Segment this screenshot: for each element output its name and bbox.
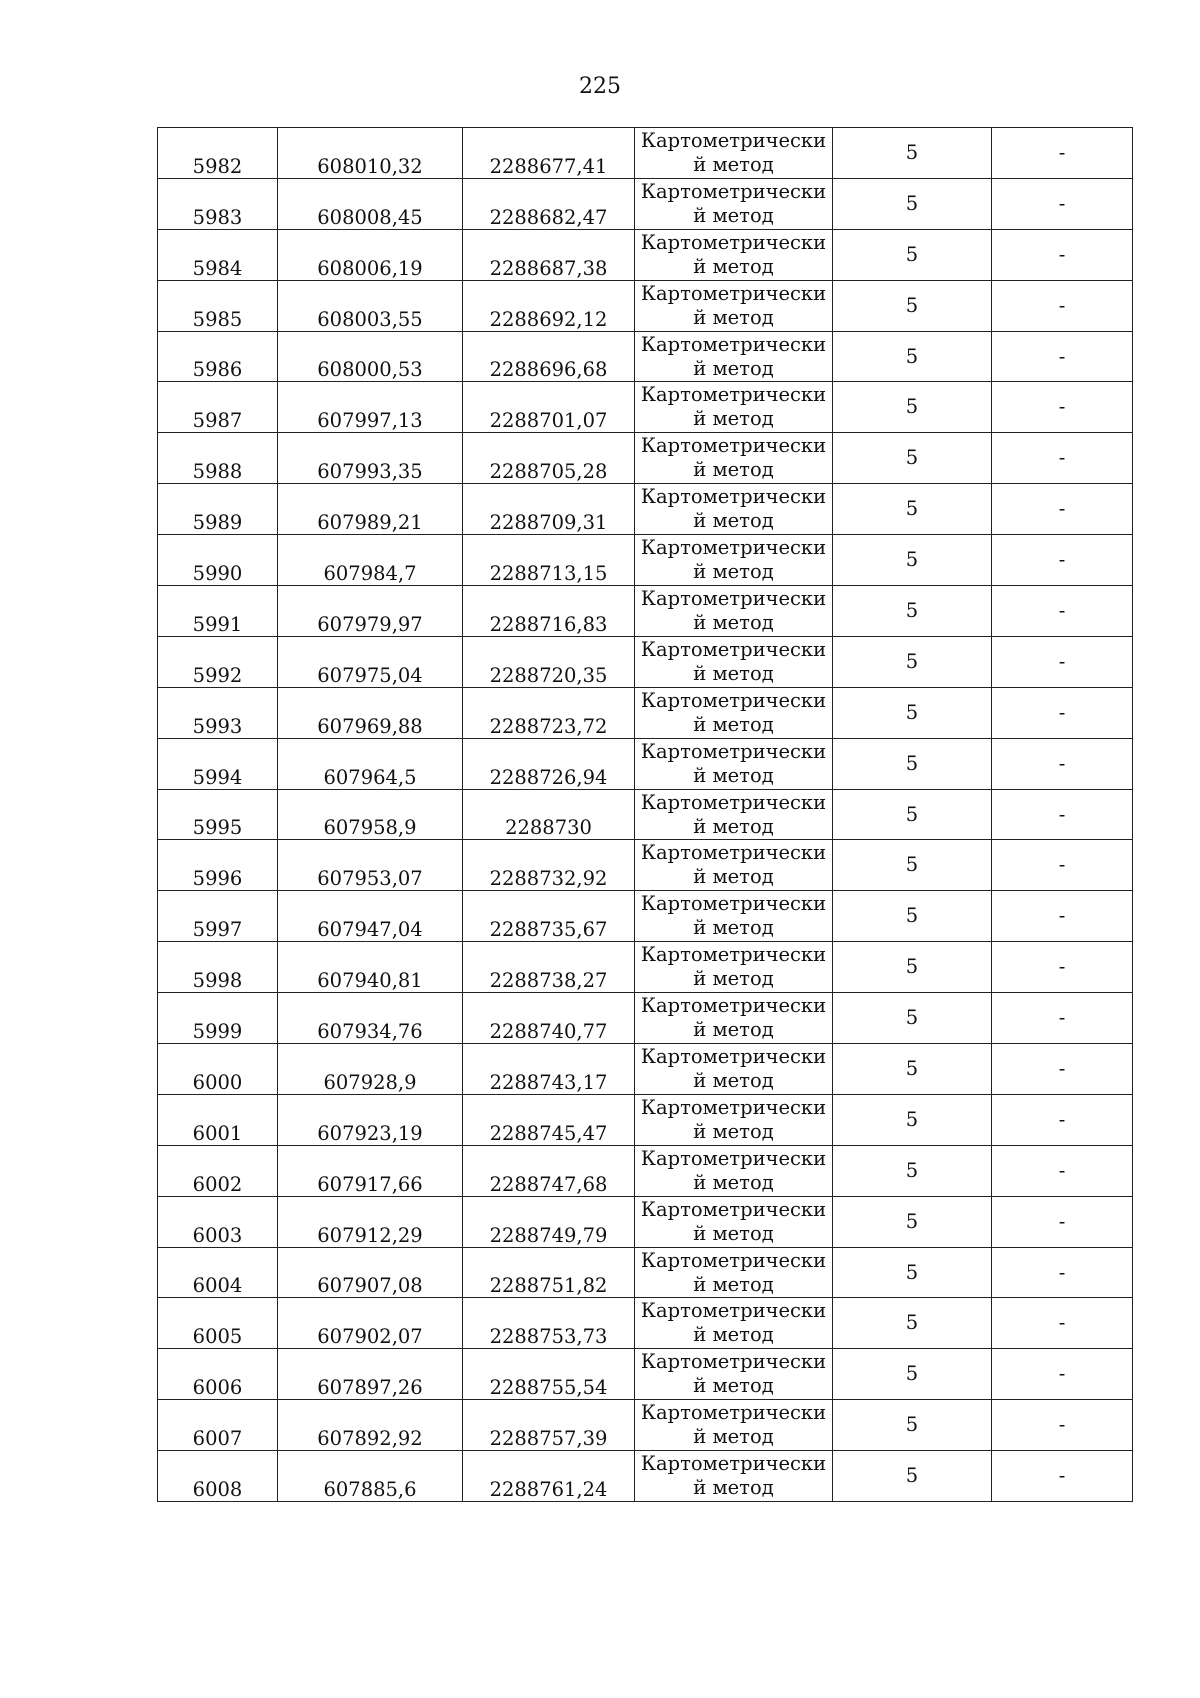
x-coordinate-cell: 607997,13 xyxy=(278,382,463,433)
table-row xyxy=(158,586,1133,637)
accuracy-cell: 5 xyxy=(833,942,992,993)
note-cell: - xyxy=(992,1145,1133,1196)
method-text-line-1: Картометрически xyxy=(640,739,827,763)
y-coordinate-cell: 2288751,82 xyxy=(463,1247,635,1298)
accuracy-cell: 5 xyxy=(833,128,992,179)
method-text-line-2: й метод xyxy=(693,661,774,685)
point-number-cell: 5996 xyxy=(158,840,278,891)
method-cell xyxy=(635,738,833,789)
point-number-cell: 6000 xyxy=(158,1044,278,1095)
x-coordinate-cell: 607989,21 xyxy=(278,484,463,535)
method-text-line-1: Картометрически xyxy=(640,688,827,712)
table-row xyxy=(158,535,1133,586)
method-text-line-1: Картометрически xyxy=(640,128,827,152)
note-cell: - xyxy=(992,1094,1133,1145)
x-coordinate-cell: 607902,07 xyxy=(278,1298,463,1349)
method-text-line-2: й метод xyxy=(693,916,774,940)
table-row xyxy=(158,789,1133,840)
point-number-cell: 5993 xyxy=(158,687,278,738)
coordinates-table xyxy=(157,127,1133,1502)
x-coordinate-cell: 607993,35 xyxy=(278,433,463,484)
method-text-line-2: й метод xyxy=(693,458,774,482)
method-text-line-2: й метод xyxy=(693,967,774,991)
x-coordinate-cell: 607923,19 xyxy=(278,1094,463,1145)
table-row xyxy=(158,382,1133,433)
method-cell xyxy=(635,229,833,280)
note-cell: - xyxy=(992,636,1133,687)
method-cell xyxy=(635,1247,833,1298)
accuracy-cell: 5 xyxy=(833,1247,992,1298)
note-cell: - xyxy=(992,331,1133,382)
method-text-line-1: Картометрически xyxy=(640,1452,827,1476)
table-row xyxy=(158,331,1133,382)
method-cell xyxy=(635,1094,833,1145)
method-text-line-2: й метод xyxy=(693,356,774,380)
point-number-cell: 6001 xyxy=(158,1094,278,1145)
method-cell xyxy=(635,1196,833,1247)
method-text-line-1: Картометрически xyxy=(640,179,827,203)
note-cell: - xyxy=(992,280,1133,331)
x-coordinate-cell: 607984,7 xyxy=(278,535,463,586)
note-cell: - xyxy=(992,484,1133,535)
y-coordinate-cell: 2288682,47 xyxy=(463,178,635,229)
x-coordinate-cell: 607897,26 xyxy=(278,1349,463,1400)
table-row xyxy=(158,891,1133,942)
method-cell xyxy=(635,128,833,179)
method-text-line-1: Картометрически xyxy=(640,790,827,814)
accuracy-cell: 5 xyxy=(833,484,992,535)
y-coordinate-cell: 2288743,17 xyxy=(463,1044,635,1095)
method-text-line-1: Картометрически xyxy=(640,1146,827,1170)
method-text-line-1: Картометрически xyxy=(640,332,827,356)
table-row xyxy=(158,280,1133,331)
method-text-line-2: й метод xyxy=(693,763,774,787)
accuracy-cell: 5 xyxy=(833,331,992,382)
x-coordinate-cell: 607940,81 xyxy=(278,942,463,993)
point-number-cell: 5985 xyxy=(158,280,278,331)
accuracy-cell: 5 xyxy=(833,789,992,840)
method-text-line-2: й метод xyxy=(693,1425,774,1449)
x-coordinate-cell: 607958,9 xyxy=(278,789,463,840)
method-cell xyxy=(635,993,833,1044)
y-coordinate-cell: 2288726,94 xyxy=(463,738,635,789)
method-cell xyxy=(635,1298,833,1349)
accuracy-cell: 5 xyxy=(833,382,992,433)
accuracy-cell: 5 xyxy=(833,1349,992,1400)
point-number-cell: 5990 xyxy=(158,535,278,586)
page-number: 225 xyxy=(579,74,621,99)
accuracy-cell: 5 xyxy=(833,840,992,891)
x-coordinate-cell: 607892,92 xyxy=(278,1400,463,1451)
x-coordinate-cell: 607964,5 xyxy=(278,738,463,789)
note-cell: - xyxy=(992,840,1133,891)
accuracy-cell: 5 xyxy=(833,1196,992,1247)
point-number-cell: 5989 xyxy=(158,484,278,535)
accuracy-cell: 5 xyxy=(833,178,992,229)
method-text-line-1: Картометрически xyxy=(640,230,827,254)
point-number-cell: 5984 xyxy=(158,229,278,280)
point-number-cell: 5997 xyxy=(158,891,278,942)
table-row xyxy=(158,178,1133,229)
x-coordinate-cell: 607934,76 xyxy=(278,993,463,1044)
method-text-line-1: Картометрически xyxy=(640,637,827,661)
table-row xyxy=(158,993,1133,1044)
note-cell: - xyxy=(992,942,1133,993)
note-cell: - xyxy=(992,993,1133,1044)
note-cell: - xyxy=(992,535,1133,586)
y-coordinate-cell: 2288738,27 xyxy=(463,942,635,993)
method-cell xyxy=(635,1145,833,1196)
x-coordinate-cell: 608006,19 xyxy=(278,229,463,280)
method-cell xyxy=(635,484,833,535)
note-cell: - xyxy=(992,178,1133,229)
method-text-line-1: Картометрически xyxy=(640,1095,827,1119)
method-text-line-2: й метод xyxy=(693,814,774,838)
method-text-line-1: Картометрически xyxy=(640,281,827,305)
point-number-cell: 6005 xyxy=(158,1298,278,1349)
table-row xyxy=(158,229,1133,280)
note-cell: - xyxy=(992,1247,1133,1298)
table-row xyxy=(158,1349,1133,1400)
point-number-cell: 5995 xyxy=(158,789,278,840)
y-coordinate-cell: 2288696,68 xyxy=(463,331,635,382)
table-row xyxy=(158,1094,1133,1145)
table-row xyxy=(158,687,1133,738)
y-coordinate-cell: 2288755,54 xyxy=(463,1349,635,1400)
point-number-cell: 5994 xyxy=(158,738,278,789)
method-text-line-2: й метод xyxy=(693,1119,774,1143)
y-coordinate-cell: 2288705,28 xyxy=(463,433,635,484)
method-text-line-1: Картометрически xyxy=(640,1197,827,1221)
method-text-line-2: й метод xyxy=(693,305,774,329)
x-coordinate-cell: 608008,45 xyxy=(278,178,463,229)
accuracy-cell: 5 xyxy=(833,229,992,280)
note-cell: - xyxy=(992,687,1133,738)
point-number-cell: 5999 xyxy=(158,993,278,1044)
x-coordinate-cell: 607928,9 xyxy=(278,1044,463,1095)
method-cell xyxy=(635,1400,833,1451)
accuracy-cell: 5 xyxy=(833,1044,992,1095)
table-row xyxy=(158,1196,1133,1247)
method-text-line-1: Картометрически xyxy=(640,536,827,560)
x-coordinate-cell: 608010,32 xyxy=(278,128,463,179)
y-coordinate-cell: 2288709,31 xyxy=(463,484,635,535)
point-number-cell: 5982 xyxy=(158,128,278,179)
x-coordinate-cell: 607979,97 xyxy=(278,586,463,637)
method-text-line-1: Картометрически xyxy=(640,1401,827,1425)
note-cell: - xyxy=(992,1451,1133,1502)
method-text-line-1: Картометрически xyxy=(640,434,827,458)
method-text-line-2: й метод xyxy=(693,1170,774,1194)
accuracy-cell: 5 xyxy=(833,433,992,484)
method-cell xyxy=(635,433,833,484)
x-coordinate-cell: 607969,88 xyxy=(278,687,463,738)
point-number-cell: 5988 xyxy=(158,433,278,484)
note-cell: - xyxy=(992,789,1133,840)
table-row xyxy=(158,636,1133,687)
method-cell xyxy=(635,331,833,382)
y-coordinate-cell: 2288757,39 xyxy=(463,1400,635,1451)
note-cell: - xyxy=(992,891,1133,942)
method-text-line-2: й метод xyxy=(693,254,774,278)
method-text-line-1: Картометрически xyxy=(640,1350,827,1374)
y-coordinate-cell: 2288687,38 xyxy=(463,229,635,280)
table-row xyxy=(158,738,1133,789)
y-coordinate-cell: 2288701,07 xyxy=(463,382,635,433)
method-text-line-2: й метод xyxy=(693,1374,774,1398)
method-text-line-1: Картометрически xyxy=(640,485,827,509)
method-text-line-1: Картометрически xyxy=(640,943,827,967)
accuracy-cell: 5 xyxy=(833,687,992,738)
table-row xyxy=(158,1247,1133,1298)
method-cell xyxy=(635,840,833,891)
accuracy-cell: 5 xyxy=(833,636,992,687)
y-coordinate-cell: 2288745,47 xyxy=(463,1094,635,1145)
method-text-line-2: й метод xyxy=(693,610,774,634)
y-coordinate-cell: 2288735,67 xyxy=(463,891,635,942)
table-row xyxy=(158,484,1133,535)
note-cell: - xyxy=(992,738,1133,789)
y-coordinate-cell: 2288716,83 xyxy=(463,586,635,637)
method-text-line-2: й метод xyxy=(693,1221,774,1245)
accuracy-cell: 5 xyxy=(833,1400,992,1451)
x-coordinate-cell: 607917,66 xyxy=(278,1145,463,1196)
method-text-line-1: Картометрически xyxy=(640,1248,827,1272)
y-coordinate-cell: 2288749,79 xyxy=(463,1196,635,1247)
point-number-cell: 5986 xyxy=(158,331,278,382)
x-coordinate-cell: 608000,53 xyxy=(278,331,463,382)
note-cell: - xyxy=(992,229,1133,280)
y-coordinate-cell: 2288677,41 xyxy=(463,128,635,179)
method-text-line-1: Картометрически xyxy=(640,841,827,865)
table-row xyxy=(158,1400,1133,1451)
y-coordinate-cell: 2288753,73 xyxy=(463,1298,635,1349)
table-row xyxy=(158,1145,1133,1196)
table-row xyxy=(158,128,1133,179)
method-text-line-1: Картометрически xyxy=(640,1044,827,1068)
method-cell xyxy=(635,1044,833,1095)
y-coordinate-cell: 2288713,15 xyxy=(463,535,635,586)
y-coordinate-cell: 2288720,35 xyxy=(463,636,635,687)
table-row xyxy=(158,840,1133,891)
accuracy-cell: 5 xyxy=(833,1298,992,1349)
method-cell xyxy=(635,586,833,637)
point-number-cell: 5983 xyxy=(158,178,278,229)
point-number-cell: 6006 xyxy=(158,1349,278,1400)
method-text-line-2: й метод xyxy=(693,560,774,584)
table-row xyxy=(158,1298,1133,1349)
x-coordinate-cell: 607907,08 xyxy=(278,1247,463,1298)
method-cell xyxy=(635,636,833,687)
table-row xyxy=(158,1044,1133,1095)
accuracy-cell: 5 xyxy=(833,535,992,586)
method-text-line-2: й метод xyxy=(693,203,774,227)
note-cell: - xyxy=(992,382,1133,433)
table-row xyxy=(158,942,1133,993)
point-number-cell: 5998 xyxy=(158,942,278,993)
method-cell xyxy=(635,891,833,942)
point-number-cell: 6004 xyxy=(158,1247,278,1298)
point-number-cell: 6003 xyxy=(158,1196,278,1247)
method-cell xyxy=(635,280,833,331)
y-coordinate-cell: 2288761,24 xyxy=(463,1451,635,1502)
accuracy-cell: 5 xyxy=(833,586,992,637)
note-cell: - xyxy=(992,586,1133,637)
method-cell xyxy=(635,687,833,738)
y-coordinate-cell: 2288692,12 xyxy=(463,280,635,331)
note-cell: - xyxy=(992,433,1133,484)
method-text-line-2: й метод xyxy=(693,1476,774,1500)
accuracy-cell: 5 xyxy=(833,280,992,331)
note-cell: - xyxy=(992,1400,1133,1451)
note-cell: - xyxy=(992,1298,1133,1349)
method-cell xyxy=(635,1349,833,1400)
method-text-line-2: й метод xyxy=(693,509,774,533)
table-row xyxy=(158,1451,1133,1502)
point-number-cell: 5992 xyxy=(158,636,278,687)
method-cell xyxy=(635,382,833,433)
method-text-line-1: Картометрически xyxy=(640,892,827,916)
x-coordinate-cell: 607975,04 xyxy=(278,636,463,687)
method-text-line-1: Картометрически xyxy=(640,1299,827,1323)
point-number-cell: 5987 xyxy=(158,382,278,433)
accuracy-cell: 5 xyxy=(833,1094,992,1145)
method-text-line-2: й метод xyxy=(693,407,774,431)
method-cell xyxy=(635,1451,833,1502)
point-number-cell: 6008 xyxy=(158,1451,278,1502)
method-text-line-2: й метод xyxy=(693,152,774,176)
method-text-line-1: Картометрически xyxy=(640,586,827,610)
method-text-line-2: й метод xyxy=(693,1323,774,1347)
method-text-line-2: й метод xyxy=(693,1068,774,1092)
accuracy-cell: 5 xyxy=(833,1451,992,1502)
y-coordinate-cell: 2288747,68 xyxy=(463,1145,635,1196)
accuracy-cell: 5 xyxy=(833,738,992,789)
x-coordinate-cell: 607885,6 xyxy=(278,1451,463,1502)
note-cell: - xyxy=(992,1044,1133,1095)
method-text-line-2: й метод xyxy=(693,1018,774,1042)
y-coordinate-cell: 2288730 xyxy=(463,789,635,840)
method-cell xyxy=(635,535,833,586)
x-coordinate-cell: 607953,07 xyxy=(278,840,463,891)
method-text-line-2: й метод xyxy=(693,865,774,889)
y-coordinate-cell: 2288723,72 xyxy=(463,687,635,738)
point-number-cell: 5991 xyxy=(158,586,278,637)
method-text-line-1: Картометрически xyxy=(640,994,827,1018)
accuracy-cell: 5 xyxy=(833,1145,992,1196)
y-coordinate-cell: 2288740,77 xyxy=(463,993,635,1044)
method-cell xyxy=(635,178,833,229)
table-row xyxy=(158,433,1133,484)
x-coordinate-cell: 607947,04 xyxy=(278,891,463,942)
note-cell: - xyxy=(992,1349,1133,1400)
method-text-line-2: й метод xyxy=(693,1272,774,1296)
point-number-cell: 6007 xyxy=(158,1400,278,1451)
coordinates-table-body xyxy=(158,128,1133,1502)
point-number-cell: 6002 xyxy=(158,1145,278,1196)
y-coordinate-cell: 2288732,92 xyxy=(463,840,635,891)
accuracy-cell: 5 xyxy=(833,993,992,1044)
method-text-line-2: й метод xyxy=(693,712,774,736)
method-text-line-1: Картометрически xyxy=(640,383,827,407)
x-coordinate-cell: 607912,29 xyxy=(278,1196,463,1247)
method-cell xyxy=(635,942,833,993)
method-cell xyxy=(635,789,833,840)
accuracy-cell: 5 xyxy=(833,891,992,942)
x-coordinate-cell: 608003,55 xyxy=(278,280,463,331)
note-cell: - xyxy=(992,1196,1133,1247)
note-cell: - xyxy=(992,128,1133,179)
